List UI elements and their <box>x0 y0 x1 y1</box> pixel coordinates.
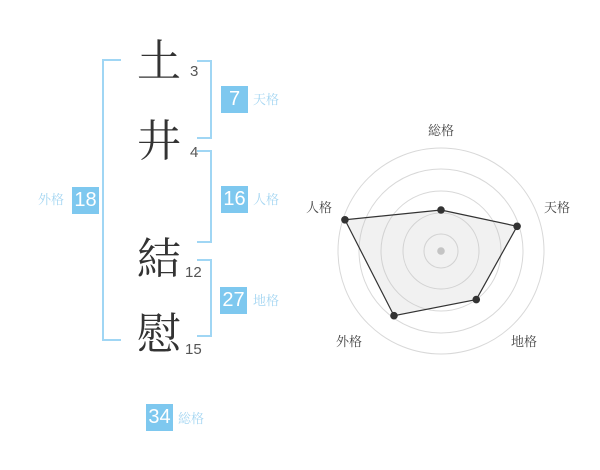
radar-vertex-dot <box>513 222 521 230</box>
surname-char-2: 井 <box>137 117 181 166</box>
radar-axis-label: 人格 <box>305 200 333 215</box>
tenkaku-value-badge: 7 <box>221 86 248 113</box>
radar-vertex-dot <box>437 206 445 214</box>
radar-axis-label: 地格 <box>510 334 538 349</box>
radar-vertex-dot <box>390 312 398 320</box>
radar-center-dot <box>437 247 445 255</box>
tenkaku-label: 天格 <box>253 92 280 107</box>
stroke-count: 3 <box>190 63 199 80</box>
radar-axis-label: 総格 <box>427 123 455 138</box>
radar-vertex-dot <box>341 216 349 224</box>
stroke-count: 15 <box>185 341 202 358</box>
given-char-2: 慰 <box>137 310 181 359</box>
radar-vertex-dot <box>472 296 480 304</box>
radar-axis-label: 天格 <box>543 200 571 215</box>
gaikaku-value-badge: 18 <box>72 187 99 214</box>
given-char-1: 結 <box>137 235 181 284</box>
stroke-count: 4 <box>190 144 199 161</box>
soukaku-label: 総格 <box>178 411 205 426</box>
soukaku-value-badge: 34 <box>146 404 173 431</box>
stroke-count: 12 <box>185 264 202 281</box>
jinkaku-label: 人格 <box>253 192 280 207</box>
radar-axis-label: 外格 <box>335 334 363 349</box>
chikaku-label: 地格 <box>253 293 280 308</box>
gaikaku-label: 外格 <box>37 192 64 207</box>
jinkaku-value-badge: 16 <box>221 186 248 213</box>
surname-char-1: 土 <box>137 37 181 86</box>
chikaku-value-badge: 27 <box>220 287 247 314</box>
radar-data-polygon <box>345 210 517 316</box>
